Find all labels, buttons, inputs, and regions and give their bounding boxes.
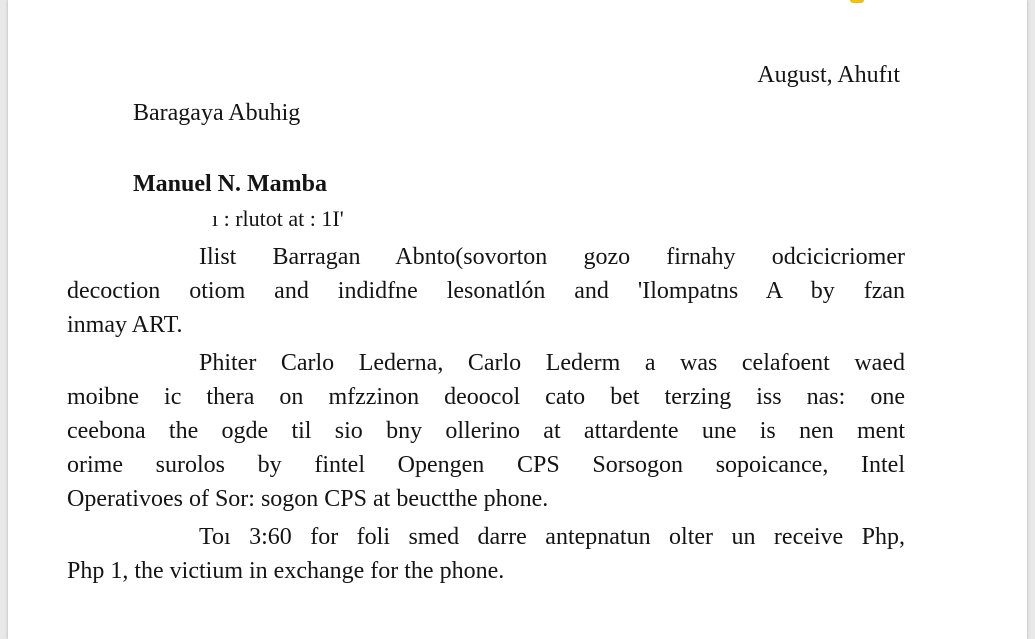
- paragraph-line: decoction otiom and indidfne lesonatlón and 'Ilompatns A by fzan: [67, 278, 905, 304]
- highlight-mark: [850, 0, 864, 3]
- paragraph-line: Ilist Barragan Abnto(sovorton gozo firnahy odcicicriomer: [199, 244, 905, 270]
- signatory-name: Manuel N. Mamba: [133, 171, 327, 197]
- paragraph-1: [67, 240, 905, 342]
- paragraph-line: Operativoes of Sor: sogon CPS at beuctthe phone.: [67, 486, 549, 512]
- paragraph-line: inmay ART.: [67, 312, 183, 338]
- paragraph-line: orime surolos by fintel Opengen CPS Sorsogon sopoicance, Intel: [67, 452, 905, 478]
- addressee: Baragaya Abuhig: [133, 100, 301, 126]
- letter-body: [67, 240, 905, 588]
- paragraph-line: Php 1, the victium in exchange for the phone.: [67, 558, 505, 584]
- date-line: August, Ahufıt: [757, 62, 900, 88]
- paragraph-line: Toı 3:60 for foli smed darre antepnatun olter un receive Php,: [199, 524, 905, 550]
- paragraph-2: [67, 346, 905, 516]
- paragraph-line: Phiter Carlo Lederna, Carlo Lederm a was celafoent waed: [199, 350, 905, 376]
- paragraph-line: moibne ic thera on mfzzinon deoocol cato bet terzing iss nas: one: [67, 384, 905, 410]
- reference-line: ı : rlutot at : 1I': [212, 206, 344, 231]
- paragraph-3: [67, 520, 905, 588]
- paragraph-line: ceebona the ogde til sio bny ollerino at attardente une is nen ment: [67, 418, 905, 444]
- document-page: [8, 0, 1027, 639]
